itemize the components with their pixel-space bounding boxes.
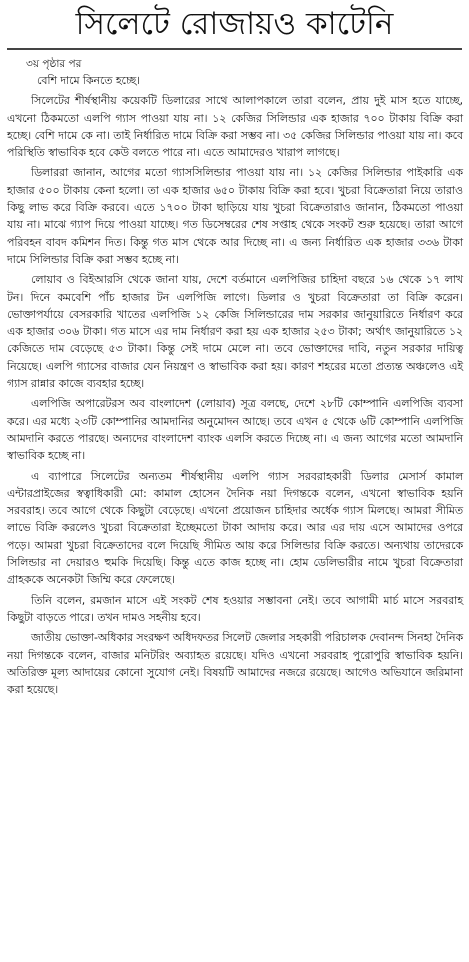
article-headline: সিলেটে রোজায়ও কাটেনি (75, 6, 394, 42)
article-paragraph: লোয়াব ও বিইআরসি থেকে জানা যায়, দেশে বর্তমানে এলপিজির চাহিদা বছরে ১৬ থেকে ১৭ লাখ টন। দিনে কমবেশি পাঁচ হাজার টন এলপিজি লাগে। ডিলার ও খুচরা বিক্রেতারা তা বিক্রি করেন। ভোক্তাপর্যায়ে বেসরকারি খাতের এলপিজি ১২ কেজি সিলিন্ডারের দাম সরকার জানুয়ারিতে নির্ধারণ করে এক হাজার ৩০৬ টাকা। গত মাসে এর দাম নির্ধারণ করা হয় এক হাজার ২৫৩ টাকা; অর্থাৎ জানুয়ারিতে ১২ কেজিতে দাম বেড়েছে ৫৩ টাকা। কিন্তু সেই দামে মেলে না। তবে ভোক্তাদের দাবি, নতুন সরকার দায়িত্ব নিয়েছে। এলপি গ্যাসের বাজার যেন নিয়ন্ত্রণ ও স্বাভাবিক করা হয়। কারণ শহরের মতো প্রত্যন্ত অঞ্চলেও এই গ্যাস রান্নার কাজে ব্যবহার হচ্ছে। (7, 273, 463, 391)
article-body (7, 72, 463, 701)
article-paragraph: জাতীয় ভোক্তা-অধিকার সংরক্ষণ অধিদফতর সিলেট জেলার সহকারী পরিচালক দেবানন্দ সিনহা দৈনিক নয়া দিগন্তকে বলেন, বাজার মনিটরিং অব্যাহত রয়েছে। যদিও এখনো সরবরাহ পুরোপুরি স্বাভাবিক হয়নি। অতিরিক্ত মূল্য আদায়ের কোনো সুযোগ নেই। বিষয়টি আমাদের নজরে রয়েছে। আগেও অভিযানে জরিমানা করা হয়েছে। (7, 631, 463, 697)
article-paragraph: ডিলাররা জানান, আগের মতো গ্যাসসিলিন্ডার পাওয়া যায় না। ১২ কেজির সিলিন্ডার পাইকারি এক হাজার ৫০০ টাকায় কেনা হলো। তা এক হাজার ৬৫০ টাকায় বিক্রি করা হবে। খুচরা বিক্রেতারা নিয়ে তারাও কিছু লাভ করে বিক্রি করবে। এতে ১৭০০ টাকা ছাড়িয়ে যায় খুচরা বিক্রেতারাও জানান, ঠিকমতো পাওয়া যায় না। মাঝে গ্যাপ দিয়ে পাওয়া যাচ্ছে। গত ডিসেম্বরের শেষ সপ্তাহ থেকে সংকট শুরু হয়েছে। তারা আগে পরিবহন বাবদ কমিশন দিত। কিন্তু গত মাস থেকে আর দিচ্ছে না। এ জন্য নির্ধারিত এক হাজার ৩৩৬ টাকা দামে সিলিন্ডার বিক্রি করা সম্ভব হচ্ছে না। (7, 166, 463, 266)
article-paragraph: সিলেটের শীর্ষস্থানীয় কয়েকটি ডিলারের সাথে আলাপকালে তারা বলেন, প্রায় দুই মাস হতে যাচ্ছে, এখনো ঠিকমতো এলপি গ্যাস পাওয়া যায় না। ১২ কেজির সিলিন্ডার এক হাজার ৭০০ টাকায় বিক্রি করা হচ্ছে। বেশি দামে কে না। তাই নির্ধারিত দামে বিক্রি করা সম্ভব না। ৩৫ কেজির সিলিন্ডার পাওয়া যায় না। কবে পরিস্থিতি স্বাভাবিক হবে কেউ বলতে পারে না। এতে আমাদেরও খারাপ লাগছে। (7, 94, 463, 160)
article-paragraph: তিনি বলেন, রমজান মাসে এই সংকট শেষ হওয়ার সম্ভাবনা নেই। তবে আগামী মার্চ মাসে সরবরাহ কিছুটা বাড়তে পারে। তখন দামও সহনীয় হবে। (7, 593, 463, 624)
article-paragraph: এলপিজি অপারেটরস অব বাংলাদেশ (লোয়াব) সূত্র বলছে, দেশে ২৮টি কোম্পানি এলপিজি ব্যবসা করে। এর মধ্যে ২৩টি কোম্পানির আমদানির অনুমোদন আছে। তবে এখন ৫ থেকে ৬টি কোম্পানি এলপিজি আমদানি করতে পারছে। অন্যদের বাংলাদেশ ব্যাংক এলসি করতে দিচ্ছে না। এ জন্য আগের মতো আমদানি স্বাভাবিক হচ্ছে না। (7, 397, 463, 463)
article-paragraph: বেশি দামে কিনতে হচ্ছে। (37, 74, 140, 87)
headline-rule (7, 48, 462, 50)
continued-from-label: ৩য় পৃষ্ঠার পর (26, 58, 82, 70)
article-paragraph: এ ব্যাপারে সিলেটের অন্যতম শীর্ষস্থানীয় এলপি গ্যাস সরবরাহকারী ডিলার মেসার্স কামাল এন্টারপ্রাইজের স্বত্বাধিকারী মো: কামাল হোসেন দৈনিক নয়া দিগন্তকে বলেন, এখনো স্বাভাবিক হয়নি সরবরাহ। তবে আগে থেকে কিছুটা বেড়েছে। এখনো প্রয়োজন চাহিদার অর্ধেক গ্যাস মিলছে। আমরা সীমিত লাভে বিক্রি করলেও খুচরা বিক্রেতারা ইচ্ছেমতো টাকা আদায় করে। আর এর দায় এসে আমাদের ওপরে পড়ে। আমরা খুচরা বিক্রেতাদের বলে দিয়েছি সীমিত আয় করে সিলিন্ডার বিক্রি করতে। অন্যথায় তাদেরকে সিলিন্ডার না দেয়ারও হুমকি দিয়েছি। কিন্তু এতে কাজ হচ্ছে না। হোম ডেলিভারীর নামে খুচরা বিক্রেতারা গ্রাহককে অনেকটা জিম্মি করে ফেলেছে। (7, 469, 463, 587)
